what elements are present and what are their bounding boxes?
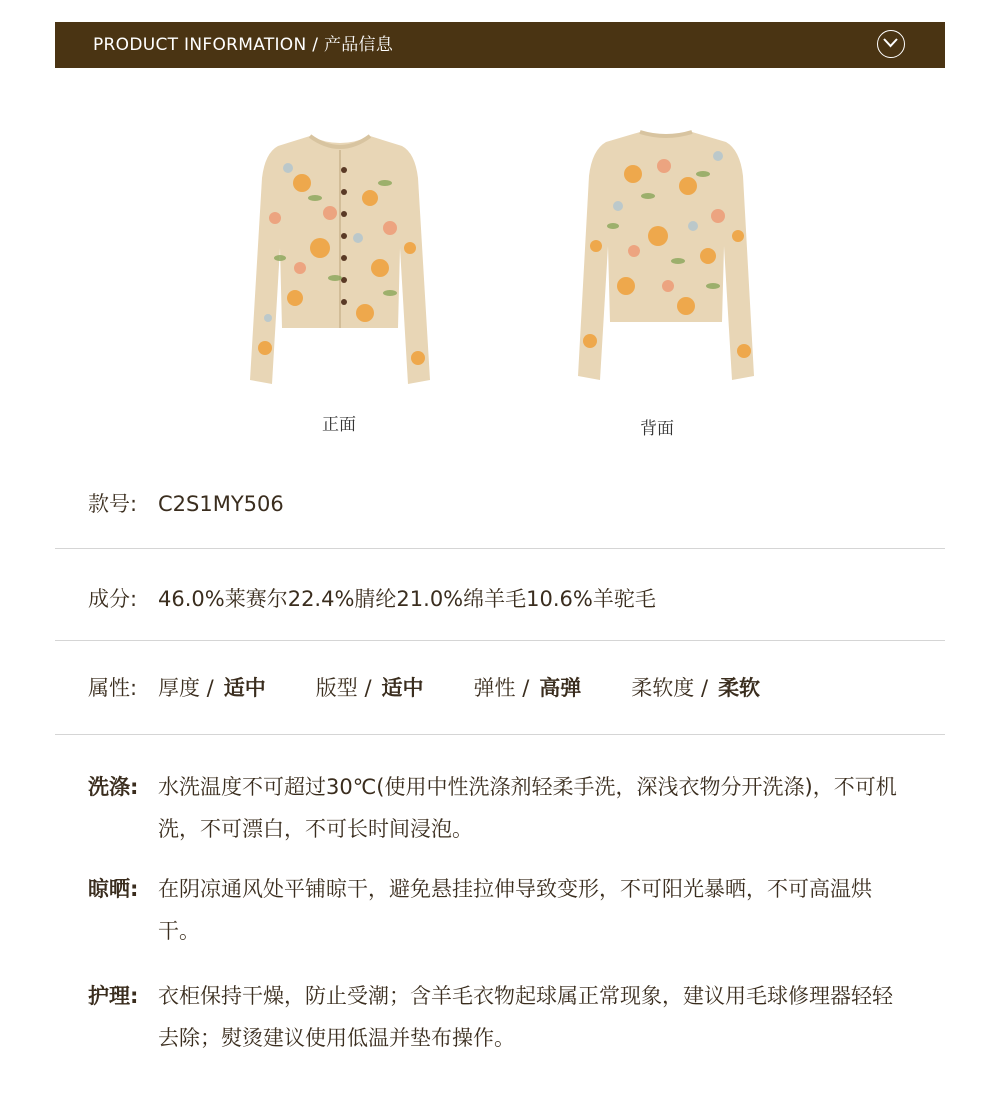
attributes-row: [88, 672, 760, 702]
style-value: C2S1MY506: [158, 492, 284, 516]
attribute-thickness: [158, 672, 266, 702]
product-info-header: [55, 22, 945, 68]
drying-label: 晾晒:: [88, 877, 139, 901]
composition-value: 46.0%莱赛尔22.4%腈纶21.0%绵羊毛10.6%羊驼毛: [158, 587, 656, 611]
cardigan-front-image: [240, 128, 440, 388]
header-title: PRODUCT INFORMATION / 产品信息: [93, 35, 394, 55]
attribute-fit: [316, 672, 424, 702]
composition-label: 成分:: [88, 587, 138, 611]
attribute-value: 适中: [381, 676, 424, 700]
attribute-softness: [631, 672, 760, 702]
style-label: 款号:: [88, 492, 138, 516]
washing-instructions: [88, 766, 908, 850]
washing-label: 洗涤:: [88, 775, 139, 799]
composition-row: [88, 583, 656, 613]
care-label: 护理:: [88, 984, 139, 1008]
care-instructions: [88, 975, 908, 1059]
attribute-name: 厚度 /: [158, 676, 214, 700]
style-number-row: [88, 488, 284, 518]
attribute-value: 柔软: [718, 676, 761, 700]
cardigan-back-image: [568, 126, 764, 384]
attribute-elasticity: [474, 672, 582, 702]
divider: [55, 734, 945, 735]
divider: [55, 548, 945, 549]
chevron-down-icon[interactable]: [877, 30, 905, 58]
divider: [55, 640, 945, 641]
attributes-label: 属性:: [88, 676, 138, 700]
attribute-name: 弹性 /: [473, 676, 530, 700]
attribute-value: 适中: [223, 676, 266, 700]
drying-instructions: [88, 868, 908, 952]
care-text: 衣柜保持干燥，防止受潮；含羊毛衣物起球属正常现象，建议用毛球修理器轻轻去除；熨烫建议使用低温并垫布操作。: [158, 984, 893, 1050]
washing-text: 水洗温度不可超过30℃(使用中性洗涤剂轻柔手洗，深浅衣物分开洗涤)，不可机洗，不可漂白，不可长时间浸泡。: [158, 775, 897, 841]
back-caption: 背面: [640, 419, 674, 439]
front-caption: 正面: [322, 415, 356, 435]
attribute-name: 版型 /: [315, 676, 372, 700]
drying-text: 在阴凉通风处平铺晾干，避免悬挂拉伸导致变形，不可阳光暴晒，不可高温烘干。: [158, 877, 872, 943]
attribute-value: 高弹: [539, 676, 582, 700]
attribute-name: 柔软度 /: [631, 676, 709, 700]
